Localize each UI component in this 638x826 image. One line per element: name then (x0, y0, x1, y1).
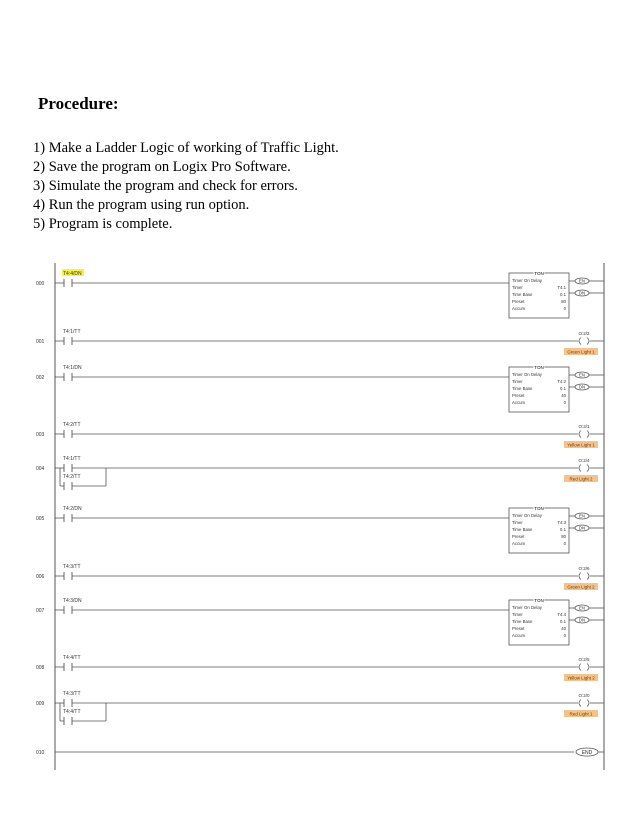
coil-left-arc (579, 700, 581, 707)
rung-005 (36, 506, 604, 553)
coil-right-arc (587, 664, 589, 671)
timer-output-label: EN (579, 605, 585, 611)
timer-title: TON (534, 598, 544, 603)
coil-label: Yellow Light 2 (567, 675, 595, 681)
coil-address: O:2/2 (578, 331, 590, 336)
coil-label: Yellow Light 1 (567, 442, 595, 448)
coil-right-arc (587, 573, 589, 580)
contact-label: T4:4/TT (63, 655, 81, 661)
timer-field-value: 0 (563, 400, 566, 405)
contact-label: T4:3/TT (63, 564, 81, 570)
coil-address: O:2/6 (578, 566, 590, 571)
rung-006 (36, 564, 604, 590)
timer-field-value: T4:1 (557, 285, 566, 290)
coil-left-arc (579, 465, 581, 472)
contact-t4-1-tt (63, 329, 81, 345)
coil-label: Green Light 2 (567, 584, 595, 590)
timer-field-name: Preset (512, 393, 525, 398)
timer-title: TON (534, 271, 544, 276)
timer-output-label: DN (578, 617, 586, 623)
timer-field-value: 40 (561, 393, 566, 398)
timer-field-name: Timer (512, 379, 523, 384)
timer-output-label: DN (578, 290, 586, 296)
coil-right-arc (587, 465, 589, 472)
contact-label: T4:1/DN (63, 365, 82, 371)
timer-title: TON (534, 506, 544, 511)
procedure-step-5: 5) Program is complete. (33, 216, 173, 232)
branch-contact-t4-2-tt (63, 474, 81, 490)
rung-number: 003 (36, 432, 45, 438)
coil-left-arc (579, 573, 581, 580)
procedure-step-2: 2) Save the program on Logix Pro Software. (33, 159, 291, 175)
timer-name: Timer On Delay (512, 513, 542, 518)
timer-field-name: Time Base (512, 292, 533, 297)
timer-field-value: T4:2 (557, 379, 566, 384)
output-coil (564, 693, 604, 717)
timer-field-value: 0 (563, 541, 566, 546)
ton-timer-block (509, 365, 604, 412)
output-coil (564, 331, 604, 355)
timer-field-value: 0.1 (560, 292, 566, 297)
rung-008 (36, 655, 604, 681)
timer-output-label: EN (579, 278, 585, 284)
rung-number: 002 (36, 375, 45, 381)
timer-field-value: 80 (561, 534, 566, 539)
timer-field-value: 0.1 (560, 386, 566, 391)
end-instruction (576, 748, 604, 756)
timer-name: Timer On Delay (512, 605, 542, 610)
coil-label: Green Light 1 (567, 349, 595, 355)
rung-number: 000 (36, 281, 45, 287)
contact-label: T4:1/TT (63, 456, 81, 462)
rung-number: 001 (36, 339, 45, 345)
timer-output-label: DN (578, 384, 586, 390)
ton-timer-block (509, 506, 604, 553)
timer-name: Timer On Delay (512, 278, 542, 283)
contact-label: T4:3/TT (63, 691, 81, 697)
procedure-heading: Procedure: (38, 94, 119, 113)
rung-009 (36, 691, 604, 725)
timer-field-value: T4:4 (557, 612, 566, 617)
rung-number: 007 (36, 608, 45, 614)
timer-field-value: 0.1 (560, 527, 566, 532)
branch-contact-t4-4-tt (63, 709, 81, 725)
ton-timer-block (509, 598, 604, 645)
timer-field-name: Time Base (512, 386, 533, 391)
rung-001 (36, 329, 604, 355)
rung-002 (36, 365, 604, 412)
output-coil (564, 424, 604, 448)
timer-field-name: Accum (512, 306, 526, 311)
procedure-step-3: 3) Simulate the program and check for errors. (33, 178, 298, 194)
timer-field-name: Preset (512, 626, 525, 631)
coil-label: Red Light 2 (569, 476, 593, 482)
coil-address: O:2/1 (578, 424, 590, 429)
rung-number: 006 (36, 574, 45, 580)
contact-label: T4:3/DN (63, 598, 82, 604)
rung-010 (36, 748, 604, 756)
rung-number: 008 (36, 665, 45, 671)
contact-t4-2-dn (63, 506, 82, 522)
coil-address: O:2/5 (578, 657, 590, 662)
timer-field-name: Preset (512, 534, 525, 539)
contact-t4-3-dn (63, 598, 82, 614)
coil-address: O:2/0 (578, 693, 590, 698)
timer-output-label: EN (579, 372, 585, 378)
timer-field-name: Time Base (512, 527, 533, 532)
timer-field-name: Accum (512, 400, 526, 405)
timer-field-value: 0 (563, 633, 566, 638)
procedure-step-4: 4) Run the program using run option. (33, 197, 250, 213)
rung-003 (36, 422, 604, 448)
timer-field-name: Time Base (512, 619, 533, 624)
output-coil (564, 458, 604, 482)
timer-output-label: EN (579, 513, 585, 519)
timer-title: TON (534, 365, 544, 370)
output-coil (564, 566, 604, 590)
contact-label: T4:4/DN (63, 271, 82, 277)
timer-field-name: Timer (512, 520, 523, 525)
coil-left-arc (579, 664, 581, 671)
timer-field-value: 80 (561, 299, 566, 304)
contact-t4-3-tt (63, 564, 81, 580)
contact-label: T4:2/TT (63, 474, 81, 480)
coil-left-arc (579, 431, 581, 438)
timer-field-name: Preset (512, 299, 525, 304)
output-coil (564, 657, 604, 681)
end-label: END (581, 749, 593, 756)
ton-timer-block (509, 271, 604, 318)
rung-number: 005 (36, 516, 45, 522)
rung-000 (36, 269, 604, 318)
contact-label: T4:1/TT (63, 329, 81, 335)
rung-number: 010 (36, 750, 45, 756)
contact-t4-1-dn (63, 365, 82, 381)
rung-number: 009 (36, 701, 45, 707)
contact-t4-1-tt (63, 456, 81, 472)
timer-field-value: 0 (563, 306, 566, 311)
contact-t4-4-tt (63, 655, 81, 671)
contact-label: T4:2/TT (63, 422, 81, 428)
procedure-step-1: 1) Make a Ladder Logic of working of Traffic Light. (33, 140, 339, 156)
coil-right-arc (587, 431, 589, 438)
timer-field-value: 0.1 (560, 619, 566, 624)
contact-label: T4:4/TT (63, 709, 81, 715)
coil-right-arc (587, 700, 589, 707)
coil-label: Red Light 1 (569, 711, 593, 717)
timer-field-name: Accum (512, 633, 526, 638)
rung-number: 004 (36, 466, 45, 472)
rung-004 (36, 456, 604, 490)
timer-field-value: 40 (561, 626, 566, 631)
timer-output-label: DN (578, 525, 586, 531)
contact-label: T4:2/DN (63, 506, 82, 512)
coil-address: O:2/4 (578, 458, 590, 463)
timer-name: Timer On Delay (512, 372, 542, 377)
timer-field-name: Timer (512, 285, 523, 290)
contact-t4-2-tt (63, 422, 81, 438)
coil-right-arc (587, 338, 589, 345)
coil-left-arc (579, 338, 581, 345)
timer-field-name: Accum (512, 541, 526, 546)
contact-t4-3-tt (63, 691, 81, 707)
rung-007 (36, 598, 604, 645)
timer-field-name: Timer (512, 612, 523, 617)
contact-t4-4-dn (62, 269, 84, 287)
timer-field-value: T4:3 (557, 520, 566, 525)
